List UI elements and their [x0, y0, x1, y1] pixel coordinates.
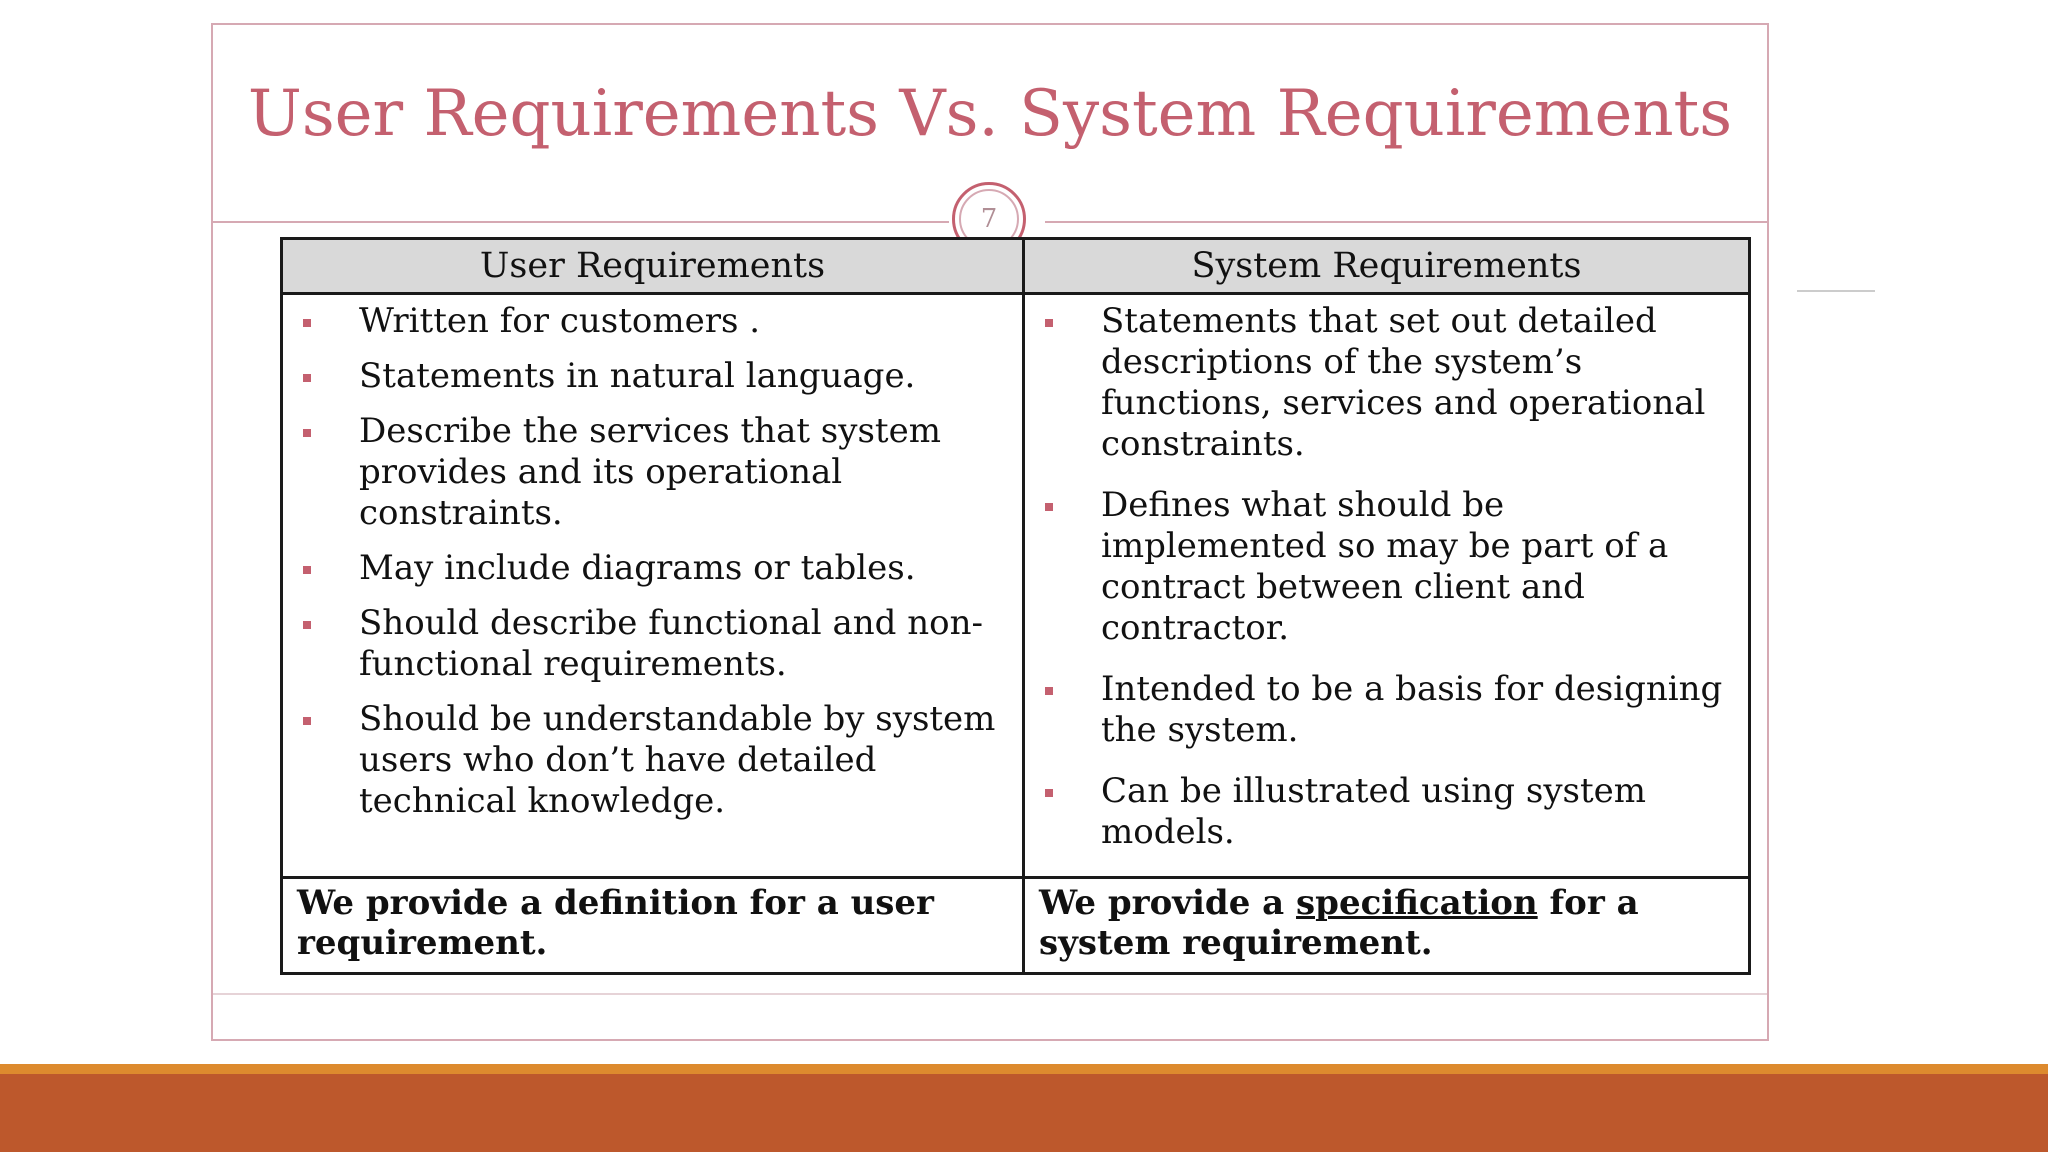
- list-item: [299, 301, 1006, 342]
- square-bullet-icon: [303, 429, 311, 437]
- list-item: [1041, 669, 1732, 751]
- square-bullet-icon: [1045, 319, 1053, 327]
- square-bullet-icon: [303, 319, 311, 327]
- square-bullet-icon: [303, 374, 311, 382]
- header-system-requirements: System Requirements: [1024, 239, 1750, 294]
- footer-text-emphasis: specification: [1296, 883, 1538, 923]
- list-item: [299, 411, 1006, 534]
- list-item-text: May include diagrams or tables.: [359, 548, 916, 588]
- footer-user-definition: We provide a definition for a user requirement.: [282, 878, 1024, 974]
- list-item-text: Written for customers .: [359, 301, 761, 341]
- square-bullet-icon: [1045, 503, 1053, 511]
- list-item: [1041, 485, 1732, 649]
- footer-band: [0, 1064, 2048, 1152]
- slide-title: User Requirements Vs. System Requirements: [247, 77, 1733, 151]
- list-item: [299, 699, 1006, 822]
- system-requirements-list: [1041, 301, 1732, 853]
- list-item-text: Statements that set out detailed descriptions of the system’s functions, services and operational constraints.: [1101, 301, 1706, 464]
- table-footer-row: [282, 878, 1750, 974]
- header-user-requirements: User Requirements: [282, 239, 1024, 294]
- user-requirements-cell: [282, 294, 1024, 878]
- square-bullet-icon: [1045, 687, 1053, 695]
- table-header-row: [282, 239, 1750, 294]
- title-rule-left: [213, 221, 949, 223]
- list-item-text: Statements in natural language.: [359, 356, 916, 396]
- table-body-row: [282, 294, 1750, 878]
- list-item-text: Describe the services that system provides and its operational constraints.: [359, 411, 941, 533]
- title-rule-right: [1045, 221, 1769, 223]
- list-item-text: Should describe functional and non-functional requirements.: [359, 603, 983, 684]
- square-bullet-icon: [303, 566, 311, 574]
- user-requirements-list: [299, 301, 1006, 822]
- footer-text-before: We provide a: [1039, 883, 1297, 923]
- slide-frame: [211, 23, 1769, 1041]
- footer-system-specification: [1024, 878, 1750, 974]
- bottom-rule: [213, 993, 1767, 995]
- list-item-text: Can be illustrated using system models.: [1101, 771, 1647, 852]
- list-item-text: Defines what should be implemented so may be part of a contract between client and contractor.: [1101, 485, 1669, 648]
- square-bullet-icon: [303, 621, 311, 629]
- system-requirements-cell: [1024, 294, 1750, 878]
- list-item-text: Intended to be a basis for designing the system.: [1101, 669, 1723, 750]
- list-item: [299, 548, 1006, 589]
- slide-number: 7: [959, 189, 1019, 249]
- list-item-text: Should be understandable by system users who don’t have detailed technical knowledge.: [359, 699, 996, 821]
- list-item: [1041, 771, 1732, 853]
- square-bullet-icon: [1045, 789, 1053, 797]
- list-item: [1041, 301, 1732, 465]
- list-item: [299, 603, 1006, 685]
- square-bullet-icon: [303, 717, 311, 725]
- footer-band-accent: [0, 1064, 2048, 1074]
- list-item: [299, 356, 1006, 397]
- footer-text-after: for a system requirement.: [1039, 883, 1639, 963]
- requirements-table: [280, 237, 1751, 975]
- side-rule: [1797, 290, 1875, 292]
